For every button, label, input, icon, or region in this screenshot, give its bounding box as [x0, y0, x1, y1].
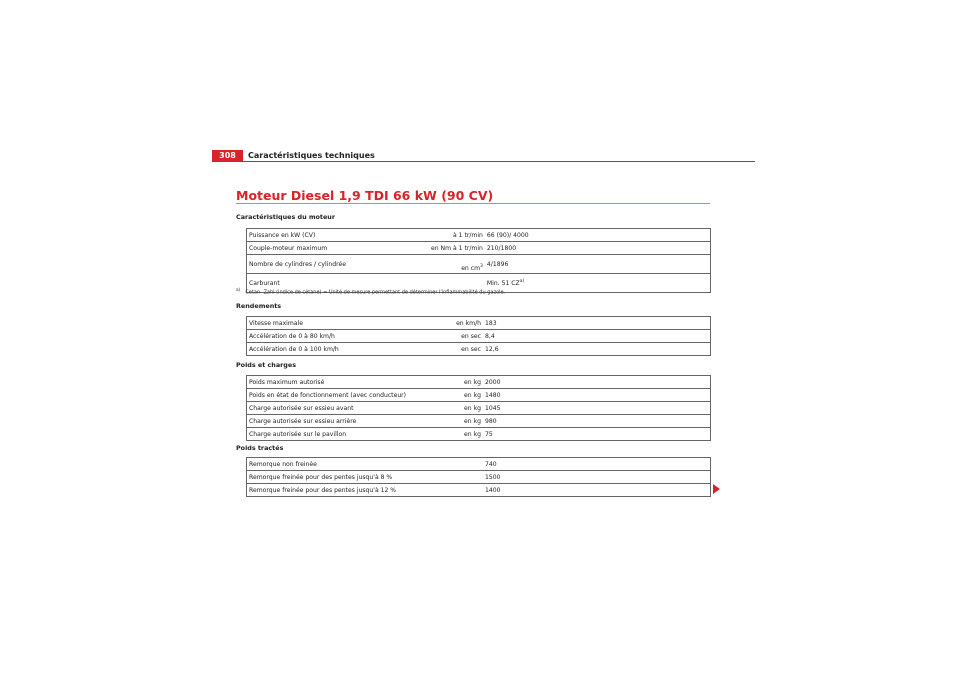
row-label: Nombre de cylindres / cylindrée	[247, 255, 430, 274]
row-label: Puissance en kW (CV)	[249, 231, 316, 239]
footnote	[236, 287, 505, 297]
table-row	[247, 471, 711, 484]
row-unit: à 1 tr/min	[452, 231, 483, 239]
table-row	[247, 343, 711, 356]
unit-superscript: 3	[480, 263, 483, 269]
header-title: Caractéristiques techniques	[248, 151, 375, 160]
row-unit	[429, 471, 483, 484]
row-unit: en sec	[429, 330, 483, 343]
row-label: Accélération de 0 à 80 km/h	[247, 330, 430, 343]
row-unit: en kg	[464, 378, 481, 386]
triangle-right-icon[interactable]	[713, 484, 720, 494]
table-row	[247, 415, 711, 428]
row-label: Poids maximum autorisé	[249, 378, 325, 386]
row-unit: en kg	[429, 402, 483, 415]
row-value: 1500	[483, 471, 711, 484]
weights-table	[246, 375, 711, 441]
table-row	[247, 389, 711, 402]
section-heading-towing: Poids tractés	[236, 444, 284, 452]
row-label: Charge autorisée sur essieu avant	[247, 402, 430, 415]
table-row	[247, 317, 711, 330]
row-value: 740	[485, 460, 497, 468]
row-unit: en Nm à 1 tr/min	[429, 242, 485, 255]
table-row	[247, 255, 711, 274]
table-row	[247, 229, 711, 242]
row-unit: en kg	[429, 415, 483, 428]
footnote-mark: a)	[236, 288, 241, 293]
row-value: 183	[485, 319, 497, 327]
performance-table	[246, 316, 711, 356]
section-heading-performance: Rendements	[236, 302, 282, 310]
row-value: 210/1800	[485, 242, 711, 255]
table-row	[247, 242, 711, 255]
row-label: Charge autorisée sur le pavillon	[247, 428, 430, 441]
row-label: Couple-moteur maximum	[247, 242, 430, 255]
row-value	[485, 274, 711, 293]
row-unit	[429, 458, 483, 471]
row-value: 75	[483, 428, 711, 441]
table-row	[247, 428, 711, 441]
page-number-badge: 308	[212, 150, 243, 162]
row-unit: en km/h	[456, 319, 481, 327]
title-rule	[236, 203, 710, 204]
row-label: Charge autorisée sur essieu arrière	[247, 415, 430, 428]
table-row	[247, 402, 711, 415]
row-unit: en sec	[429, 343, 483, 356]
row-label: Carburant	[247, 274, 430, 293]
section-heading-engine: Caractéristiques du moteur	[236, 213, 336, 221]
section-heading-weights: Poids et charges	[236, 361, 296, 369]
row-label: Remorque freinée pour des pentes jusqu'à 8 %	[247, 471, 430, 484]
row-unit: en kg	[429, 428, 483, 441]
towing-table	[246, 457, 711, 497]
row-value: 1400	[483, 484, 711, 497]
value-text: Min. 51 CZ	[486, 279, 520, 287]
row-label: Remorque non freinée	[249, 460, 317, 468]
footnote-ref: a)	[519, 278, 525, 284]
row-unit	[429, 255, 485, 274]
engine-table	[246, 228, 711, 293]
header-rule	[212, 161, 755, 162]
row-value: 1045	[483, 402, 711, 415]
row-value: 12,6	[483, 343, 711, 356]
row-label: Remorque freinée pour des pentes jusqu'à 12 %	[247, 484, 430, 497]
row-value: 2000	[485, 378, 501, 386]
row-label: Vitesse maximale	[249, 319, 303, 327]
row-value: 4/1896	[485, 255, 711, 274]
row-value: 8,4	[483, 330, 711, 343]
table-row	[247, 458, 711, 471]
row-value: 66 (90)/ 4000	[486, 231, 529, 239]
table-row	[247, 376, 711, 389]
row-label: Poids en état de fonctionnement (avec conducteur)	[247, 389, 430, 402]
table-row	[247, 330, 711, 343]
unit-text: en cm	[461, 265, 481, 272]
page-title: Moteur Diesel 1,9 TDI 66 kW (90 CV)	[236, 188, 494, 203]
row-value: 1480	[483, 389, 711, 402]
row-value: 980	[483, 415, 711, 428]
row-label: Accélération de 0 à 100 km/h	[247, 343, 430, 356]
row-unit: en kg	[429, 389, 483, 402]
table-row	[247, 484, 711, 497]
footnote-text: Cetan- Zahl (indice de cétane) = Unité de mesure permettant de déterminer l'inflammabilité du gazole.	[245, 289, 506, 296]
row-unit	[429, 484, 483, 497]
